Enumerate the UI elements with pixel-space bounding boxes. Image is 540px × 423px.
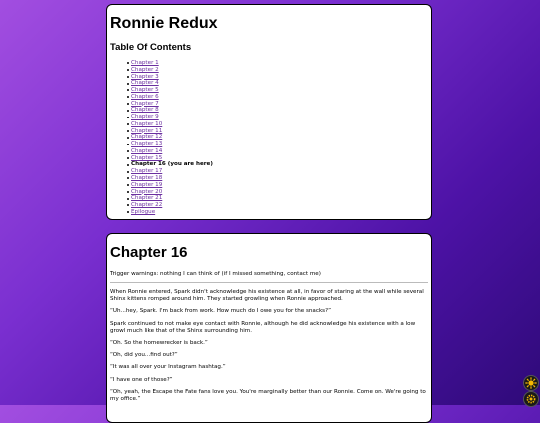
toc-link[interactable]: Chapter 7: [131, 100, 159, 107]
toc-item: [131, 175, 428, 182]
table-of-contents-card: [106, 4, 432, 220]
toc-link[interactable]: Chapter 21: [131, 195, 163, 202]
toc-link[interactable]: Chapter 1: [131, 60, 159, 66]
toc-item: [131, 121, 428, 128]
toc-item: [131, 94, 428, 101]
toc-link[interactable]: Chapter 18: [131, 175, 163, 182]
toc-link[interactable]: Chapter 15: [131, 154, 163, 161]
toc-link[interactable]: Chapter 8: [131, 107, 159, 114]
gear-icon: [525, 393, 537, 405]
toc-link[interactable]: Chapter 14: [131, 147, 163, 154]
toc-link[interactable]: Chapter 20: [131, 188, 163, 195]
toc-link[interactable]: Chapter 3: [131, 73, 159, 80]
story-paragraph: “Uh...hey, Spark. I'm back from work. How much do I owe you for the snacks?”: [110, 308, 331, 315]
toc-link[interactable]: Chapter 5: [131, 87, 159, 94]
story-paragraph: “It was all over your Instagram hashtag.”: [110, 364, 226, 371]
story-paragraph: “Oh, did you...find out?”: [110, 352, 178, 359]
toc-link[interactable]: Epilogue: [131, 208, 156, 215]
toc-item: [131, 101, 428, 108]
divider: [110, 282, 428, 283]
toc-item: Chapter 16 (you are here): [131, 161, 428, 168]
toc-item: [131, 107, 428, 114]
toc-item: [131, 141, 428, 148]
story-paragraph: When Ronnie entered, Spark didn't acknowledge his existence at all, in favor of staring at the wall while several Shinx kittens romped around him. They started growling when Ronnie approached.: [110, 289, 424, 303]
toc-item: [131, 168, 428, 175]
toc-link[interactable]: Chapter 9: [131, 114, 159, 121]
sun-theme-button[interactable]: [523, 375, 539, 391]
toc-item: [131, 74, 428, 81]
story-paragraph: “Oh. So the homewrecker is back.”: [110, 340, 208, 347]
chapter-title: Chapter 16: [110, 244, 188, 261]
toc-item: [131, 67, 428, 74]
toc-link[interactable]: Chapter 2: [131, 66, 159, 73]
toc-heading: Table Of Contents: [110, 42, 192, 53]
toc-item: [131, 189, 428, 196]
toc-item: [131, 60, 428, 67]
toc-link[interactable]: Chapter 17: [131, 168, 163, 175]
toc-item: [131, 87, 428, 94]
toc-link[interactable]: Chapter 19: [131, 181, 163, 188]
site-title: Ronnie Redux: [110, 15, 218, 32]
chapter-card: [106, 233, 432, 423]
story-paragraph: Spark continued to not make eye contact with Ronnie, although he did acknowledge his existence with a low growl much like that of the Shinx surrounding him.: [110, 320, 416, 334]
toc-link[interactable]: Chapter 11: [131, 127, 163, 134]
toc-item: [131, 134, 428, 141]
toc-item: [131, 128, 428, 135]
toc-link[interactable]: Chapter 12: [131, 134, 163, 141]
story-paragraph: “Oh, yeah, the Escape the Fate fans love you. You're marginally better than our Ronnie. Come on. We're going to my office.”: [110, 388, 426, 403]
story-paragraph: “I have one of those?”: [110, 376, 173, 383]
toc-link[interactable]: Chapter 6: [131, 93, 159, 100]
chapter-body: [110, 289, 428, 403]
toc-link[interactable]: Chapter 22: [131, 202, 163, 209]
toc-item: [131, 114, 428, 121]
toc-item: [131, 148, 428, 155]
toc-link[interactable]: Chapter 13: [131, 141, 163, 148]
toc-link[interactable]: Chapter 10: [131, 120, 163, 127]
toc-item: [131, 80, 428, 87]
toc-item: [131, 202, 428, 209]
trigger-warning: Trigger warnings: nothing I can think of (if I missed something, contact me): [110, 271, 321, 277]
toc-link[interactable]: Chapter 4: [131, 80, 159, 87]
toc-item: [131, 209, 428, 216]
toc-list: [110, 60, 428, 216]
toc-item: [131, 182, 428, 189]
toc-item: [131, 155, 428, 162]
toc-item: [131, 195, 428, 202]
sun-icon: [525, 377, 537, 389]
